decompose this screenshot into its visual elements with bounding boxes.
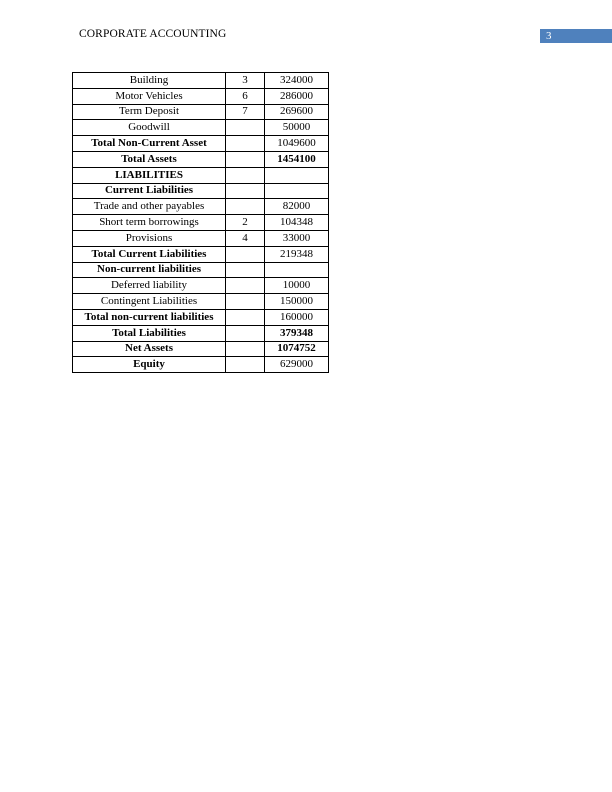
row-label: Goodwill xyxy=(73,120,226,136)
row-note xyxy=(226,120,265,136)
row-label: Total Non-Current Asset xyxy=(73,136,226,152)
row-note: 2 xyxy=(226,215,265,231)
row-note xyxy=(226,309,265,325)
row-amount: 269600 xyxy=(265,104,329,120)
table-row xyxy=(73,294,329,310)
row-amount: 379348 xyxy=(265,325,329,341)
row-amount: 33000 xyxy=(265,230,329,246)
row-note xyxy=(226,199,265,215)
row-note xyxy=(226,325,265,341)
row-amount: 50000 xyxy=(265,120,329,136)
row-amount xyxy=(265,167,329,183)
table-row xyxy=(73,230,329,246)
page-number-badge xyxy=(540,29,612,43)
row-label: Total Current Liabilities xyxy=(73,246,226,262)
table-row xyxy=(73,136,329,152)
row-note xyxy=(226,357,265,373)
row-label: Trade and other payables xyxy=(73,199,226,215)
row-amount xyxy=(265,183,329,199)
row-note: 7 xyxy=(226,104,265,120)
row-label: Term Deposit xyxy=(73,104,226,120)
table-row xyxy=(73,246,329,262)
row-label: Deferred liability xyxy=(73,278,226,294)
table-row xyxy=(73,151,329,167)
row-label: Total Liabilities xyxy=(73,325,226,341)
table-row xyxy=(73,215,329,231)
table-row xyxy=(73,262,329,278)
row-label: Non-current liabilities xyxy=(73,262,226,278)
page-header-title: CORPORATE ACCOUNTING xyxy=(79,28,227,40)
row-amount: 1049600 xyxy=(265,136,329,152)
row-note xyxy=(226,167,265,183)
row-note xyxy=(226,246,265,262)
row-label: Short term borrowings xyxy=(73,215,226,231)
table-row xyxy=(73,199,329,215)
row-amount: 286000 xyxy=(265,88,329,104)
row-amount: 324000 xyxy=(265,73,329,89)
row-label: LIABILITIES xyxy=(73,167,226,183)
row-amount xyxy=(265,262,329,278)
row-label: Motor Vehicles xyxy=(73,88,226,104)
row-note: 4 xyxy=(226,230,265,246)
table-row xyxy=(73,167,329,183)
table-row xyxy=(73,183,329,199)
table-row xyxy=(73,88,329,104)
row-note: 3 xyxy=(226,73,265,89)
row-label: Contingent Liabilities xyxy=(73,294,226,310)
row-amount: 82000 xyxy=(265,199,329,215)
row-amount: 10000 xyxy=(265,278,329,294)
row-note: 6 xyxy=(226,88,265,104)
row-note xyxy=(226,294,265,310)
row-label: Building xyxy=(73,73,226,89)
row-amount: 104348 xyxy=(265,215,329,231)
page-number: 3 xyxy=(546,30,552,42)
row-amount: 1454100 xyxy=(265,151,329,167)
row-note xyxy=(226,262,265,278)
row-amount: 629000 xyxy=(265,357,329,373)
row-amount: 150000 xyxy=(265,294,329,310)
row-label: Total Assets xyxy=(73,151,226,167)
row-label: Equity xyxy=(73,357,226,373)
table-row xyxy=(73,278,329,294)
row-amount: 219348 xyxy=(265,246,329,262)
table-row xyxy=(73,357,329,373)
table-row xyxy=(73,309,329,325)
table-row xyxy=(73,104,329,120)
row-label: Total non-current liabilities xyxy=(73,309,226,325)
table-row xyxy=(73,341,329,357)
row-amount: 160000 xyxy=(265,309,329,325)
row-note xyxy=(226,341,265,357)
row-note xyxy=(226,151,265,167)
row-amount: 1074752 xyxy=(265,341,329,357)
table-row xyxy=(73,120,329,136)
row-label: Provisions xyxy=(73,230,226,246)
row-note xyxy=(226,278,265,294)
table-row xyxy=(73,73,329,89)
row-note xyxy=(226,183,265,199)
balance-sheet-table xyxy=(72,72,329,373)
row-note xyxy=(226,136,265,152)
balance-sheet-body xyxy=(73,73,329,373)
table-row xyxy=(73,325,329,341)
row-label: Net Assets xyxy=(73,341,226,357)
row-label: Current Liabilities xyxy=(73,183,226,199)
